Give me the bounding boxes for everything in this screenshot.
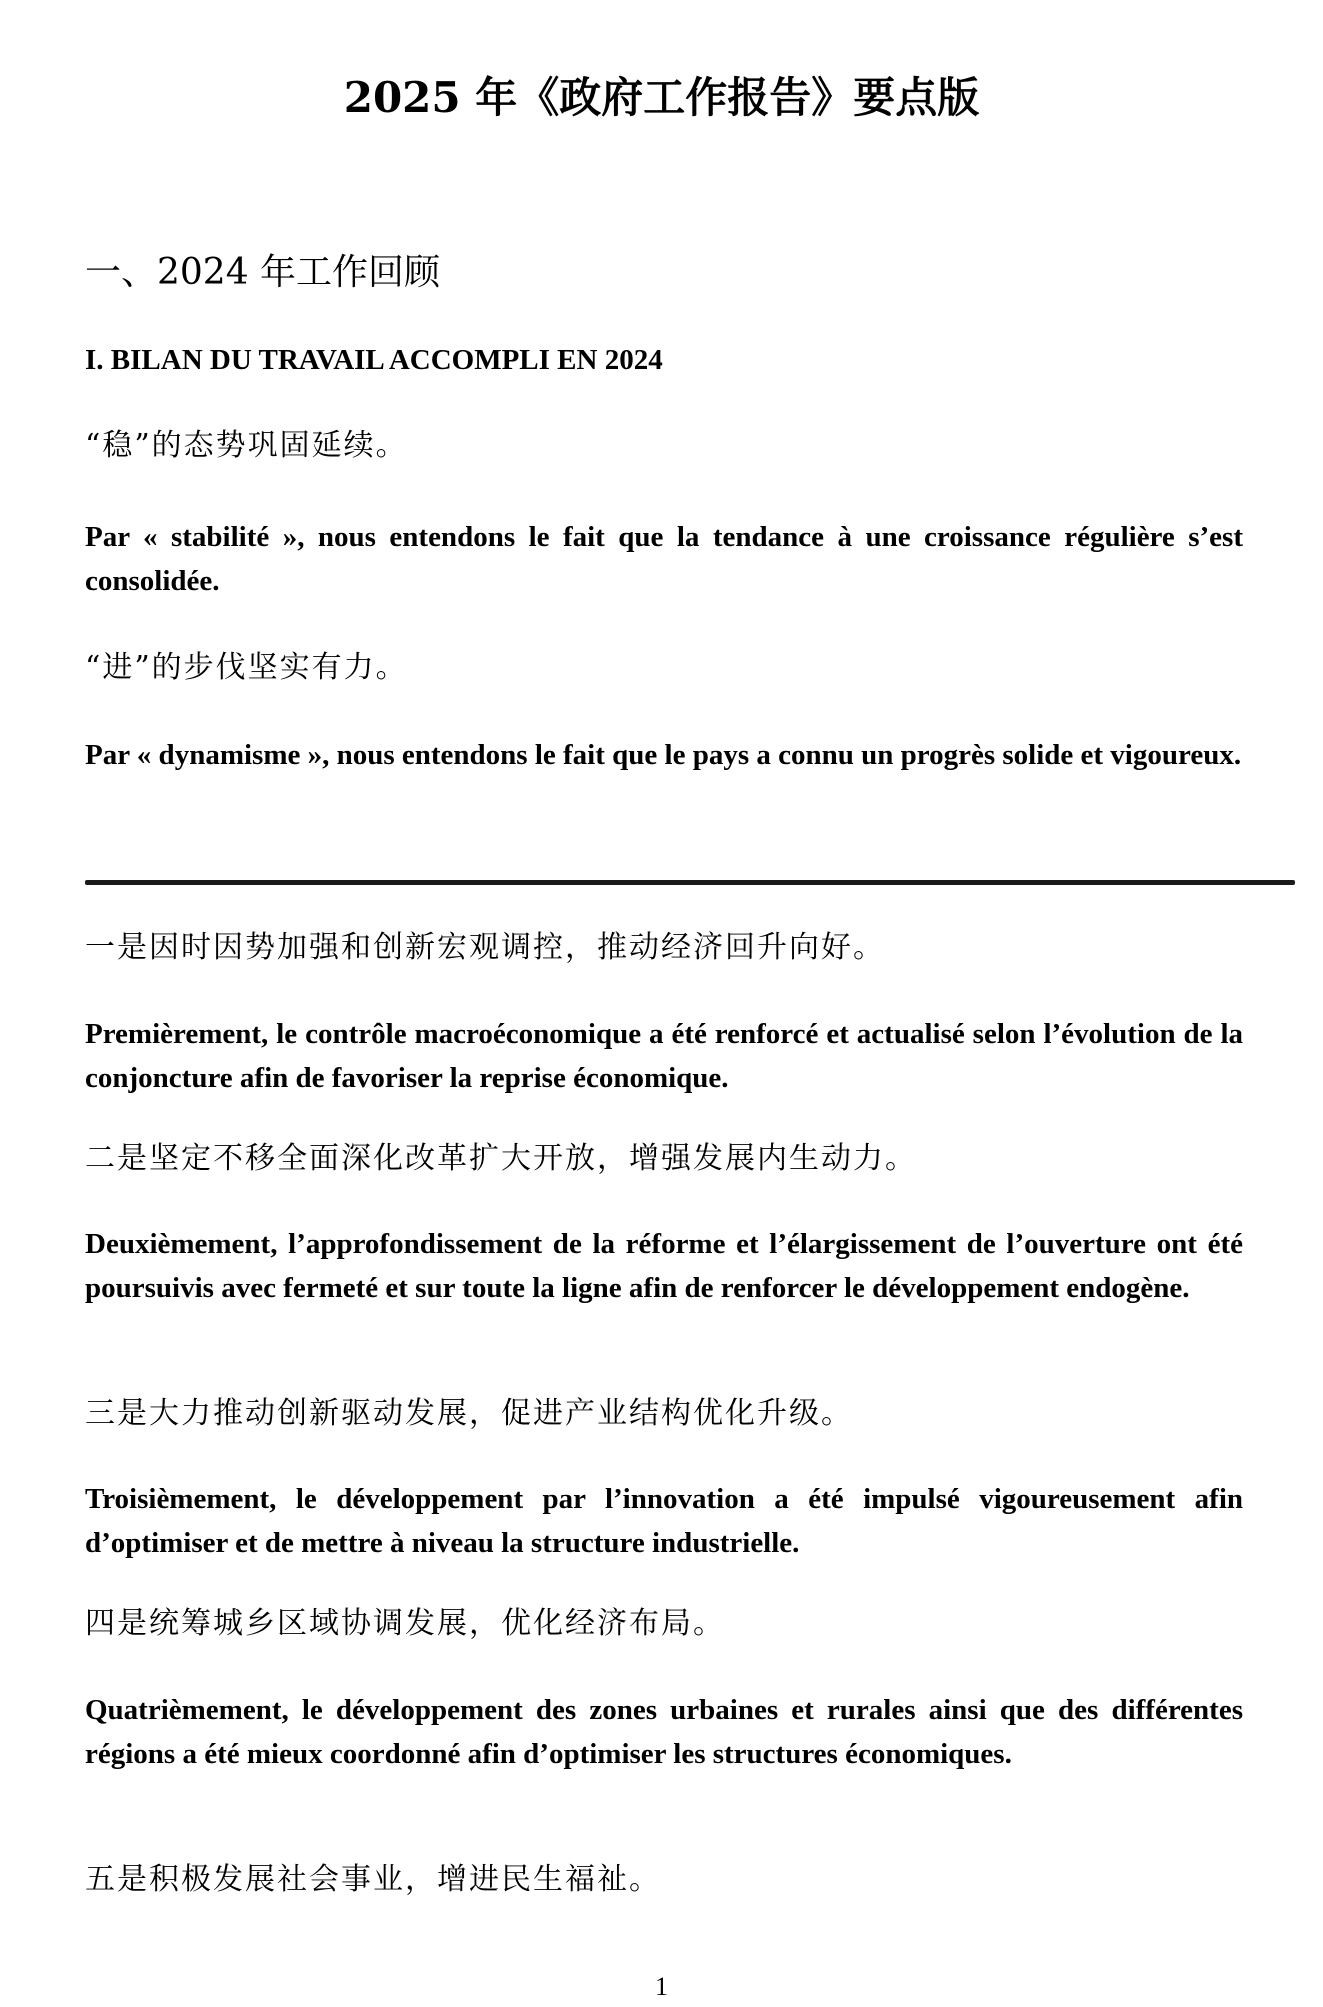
point-4-chinese: 四是统筹城乡区域协调发展，优化经济布局。	[85, 1606, 725, 1641]
point-1-french: Premièrement, le contrôle macroéconomique a été renforcé et actualisé selon l’évolution de la conjoncture afin de favoriser la reprise économique.	[85, 1018, 1243, 1094]
horizontal-divider	[85, 880, 1295, 885]
document-title: 2025 年《政府工作报告》要点版	[343, 73, 980, 122]
section-heading-chinese: 一、2024 年工作回顾	[85, 252, 441, 293]
point-2-french: Deuxièmement, l’approfondissement de la réforme et l’élargissement de l’ouverture ont été poursuivis avec fermeté et sur toute la ligne afin de renforcer le développement endogène.	[85, 1228, 1243, 1304]
section-heading-french: I. BILAN DU TRAVAIL ACCOMPLI EN 2024	[85, 344, 663, 376]
point-5-chinese: 五是积极发展社会事业，增进民生福祉。	[85, 1862, 661, 1897]
page-number: 1	[655, 1972, 668, 2001]
intro-2-french: Par « dynamisme », nous entendons le fait que le pays a connu un progrès solide et vigoureux.	[85, 739, 1242, 771]
point-4-french: Quatrièmement, le développement des zones urbaines et rurales ainsi que des différentes régions a été mieux coordonné afin d’optimiser les structures économiques.	[85, 1694, 1243, 1770]
point-2-chinese: 二是坚定不移全面深化改革扩大开放，增强发展内生动力。	[85, 1141, 917, 1176]
point-3-french: Troisièmement, le développement par l’innovation a été impulsé vigoureusement afin d’optimiser et de mettre à niveau la structure industrielle.	[85, 1483, 1243, 1559]
intro-2-chinese: “进”的步伐坚实有力。	[85, 650, 408, 685]
intro-1-french: Par « stabilité », nous entendons le fait que la tendance à une croissance régulière s’est consolidée.	[85, 521, 1243, 597]
intro-1-chinese: “稳”的态势巩固延续。	[85, 428, 408, 463]
point-3-chinese: 三是大力推动创新驱动发展，促进产业结构优化升级。	[85, 1396, 853, 1431]
point-1-chinese: 一是因时因势加强和创新宏观调控，推动经济回升向好。	[85, 930, 885, 965]
